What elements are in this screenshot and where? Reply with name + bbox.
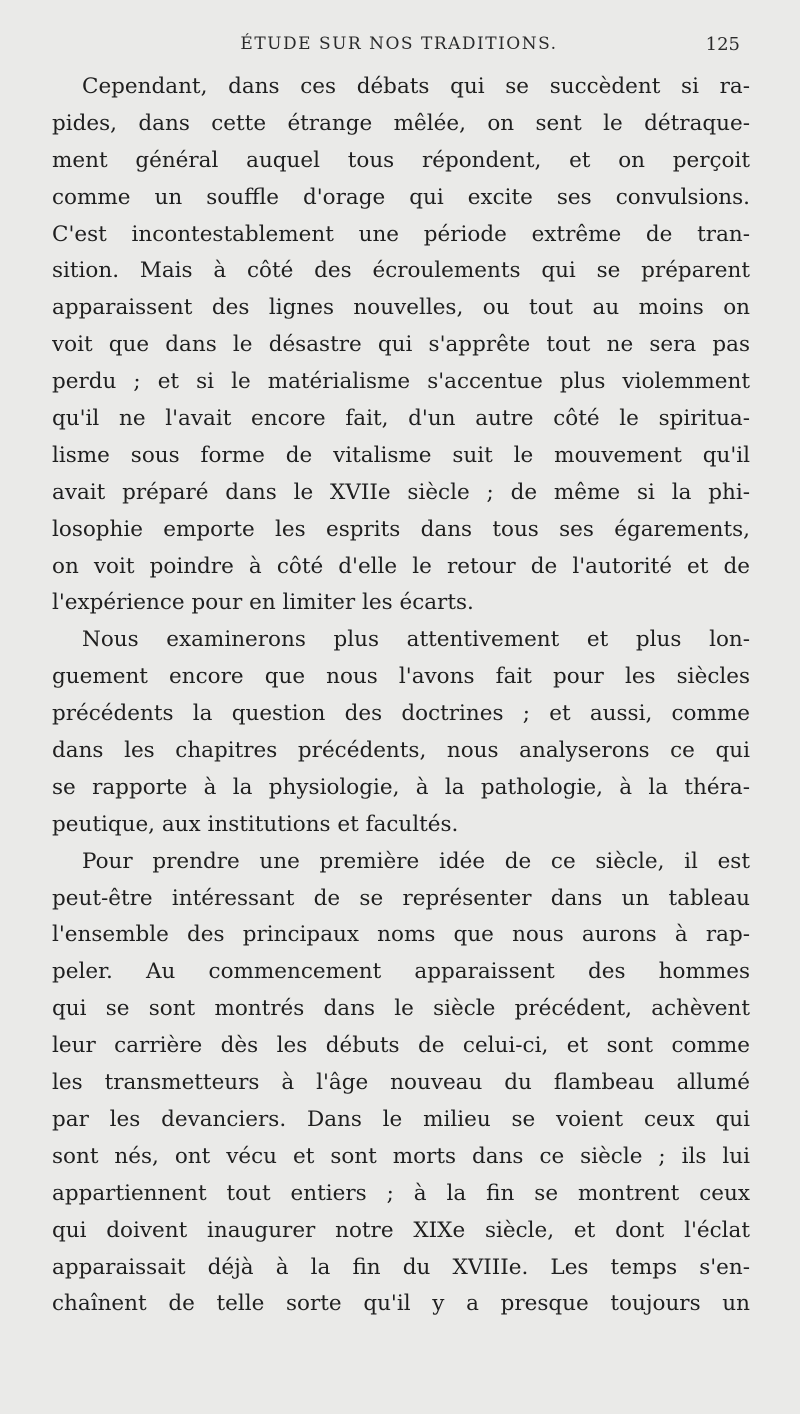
text-line: appartiennent tout entiers ; à la fin se montrent ceux: [52, 1180, 750, 1206]
text-line: dans les chapitres précédents, nous analyserons ce qui: [52, 738, 750, 764]
text-line: sition. Mais à côté des écroulements qui se préparent: [52, 258, 750, 284]
text-line: sont nés, ont vécu et sont morts dans ce siècle ; ils lui: [52, 1143, 750, 1169]
text-line: précédents la question des doctrines ; et aussi, comme: [52, 701, 750, 727]
text-line: se rapporte à la physiologie, à la pathologie, à la théra-: [52, 774, 750, 800]
text-line: apparaissait déjà à la fin du XVIIIe. Les temps s'en-: [52, 1254, 750, 1280]
text-line: qui doivent inaugurer notre XIXe siècle, et dont l'éclat: [52, 1217, 750, 1243]
text-line: apparaissent des lignes nouvelles, ou tout au moins on: [52, 295, 750, 321]
running-title: ÉTUDE SUR NOS TRADITIONS.: [240, 34, 558, 54]
text-line: peutique, aux institutions et facultés.: [52, 811, 459, 837]
text-line: Nous examinerons plus attentivement et plus lon-: [82, 627, 750, 653]
text-line: qui se sont montrés dans le siècle précédent, achèvent: [52, 996, 750, 1022]
text-line: guement encore que nous l'avons fait pour les siècles: [52, 664, 750, 690]
text-line: Pour prendre une première idée de ce siècle, il est: [82, 848, 750, 874]
text-line: les transmetteurs à l'âge nouveau du flambeau allumé: [52, 1070, 750, 1096]
text-line: l'ensemble des principaux noms que nous aurons à rap-: [52, 922, 750, 948]
text-line: perdu ; et si le matérialisme s'accentue plus violemment: [52, 369, 750, 395]
page-header: [58, 34, 740, 60]
text-line: leur carrière dès les débuts de celui-ci, et sont comme: [52, 1033, 750, 1059]
text-line: pides, dans cette étrange mêlée, on sent le détraque-: [52, 110, 750, 136]
page-number: 125: [705, 34, 740, 55]
text-line: lisme sous forme de vitalisme suit le mouvement qu'il: [52, 442, 750, 468]
text-line: avait préparé dans le XVIIe siècle ; de même si la phi-: [52, 479, 750, 505]
text-line: voit que dans le désastre qui s'apprête tout ne sera pas: [52, 332, 750, 358]
text-line: peler. Au commencement apparaissent des hommes: [52, 959, 750, 985]
text-line: qu'il ne l'avait encore fait, d'un autre côté le spiritua-: [52, 406, 750, 432]
text-line: on voit poindre à côté d'elle le retour de l'autorité et de: [52, 553, 750, 579]
text-line: peut-être intéressant de se représenter dans un tableau: [52, 885, 750, 911]
text-line: par les devanciers. Dans le milieu se voient ceux qui: [52, 1106, 750, 1132]
text-line: chaînent de telle sorte qu'il y a presque toujours un: [52, 1291, 750, 1317]
text-line: l'expérience pour en limiter les écarts.: [52, 590, 474, 616]
body-text: [52, 69, 750, 1323]
text-line: C'est incontestablement une période extrême de tran-: [52, 221, 750, 247]
text-line: Cependant, dans ces débats qui se succèdent si ra-: [82, 74, 750, 99]
text-line: comme un souffle d'orage qui excite ses convulsions.: [52, 184, 750, 210]
text-line: ment général auquel tous répondent, et on perçoit: [52, 147, 750, 173]
text-line: losophie emporte les esprits dans tous ses égarements,: [52, 516, 750, 542]
